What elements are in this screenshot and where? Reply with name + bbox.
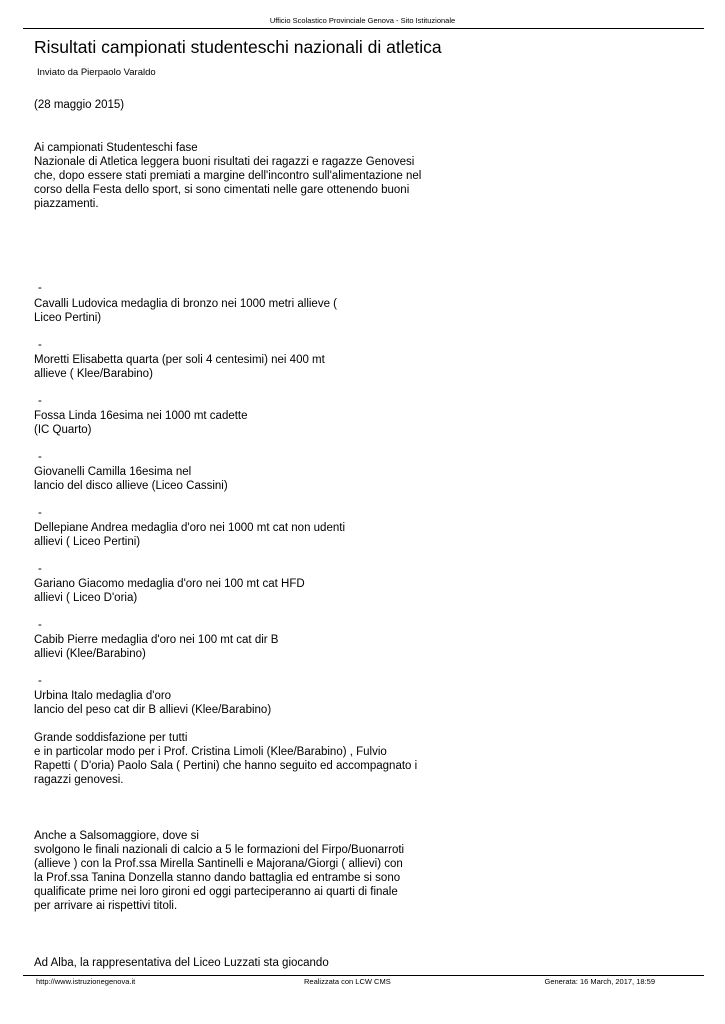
thanks-paragraph [34, 731, 417, 787]
text-line: Fossa Linda 16esima nei 1000 mt cadette [34, 410, 248, 422]
text-line: Ai campionati Studenteschi fase [34, 142, 198, 154]
alba-paragraph: Ad Alba, la rappresentativa del Liceo Luzzati sta giocando [34, 957, 329, 969]
list-item [34, 465, 228, 493]
text-line: Nazionale di Atletica leggera buoni risultati dei ragazzi e ragazze Genovesi [34, 156, 415, 168]
text-line: qualificate prime nei loro gironi ed oggi parteciperanno ai quarti di finale [34, 886, 398, 898]
text-line: Cabib Pierre medaglia d'oro nei 100 mt cat dir B [34, 634, 279, 646]
text-line: allievi ( Liceo D'oria) [34, 592, 138, 604]
list-item [34, 577, 305, 605]
list-bullet: - [38, 563, 42, 575]
intro-paragraph [34, 141, 421, 211]
article-date: (28 maggio 2015) [34, 99, 125, 111]
text-line: per arrivare ai rispettivi titoli. [34, 900, 178, 912]
list-bullet: - [38, 339, 42, 351]
list-bullet: - [38, 451, 42, 463]
salsomaggiore-paragraph [34, 829, 404, 913]
text-line: allievi (Klee/Barabino) [34, 648, 146, 660]
list-bullet: - [38, 675, 42, 687]
text-line: allievi ( Liceo Pertini) [34, 536, 141, 548]
text-line: Grande soddisfazione per tutti [34, 732, 188, 744]
footer-divider [23, 975, 704, 976]
text-line: che, dopo essere stati premiati a margine dell'incontro sull'alimentazione nel [34, 170, 422, 182]
text-line: svolgono le finali nazionali di calcio a 5 le formazioni del Firpo/Buonarroti [34, 844, 405, 856]
text-line: lancio del peso cat dir B allievi (Klee/Barabino) [34, 704, 272, 716]
page-title: Risultati campionati studenteschi nazionali di atletica [34, 37, 442, 57]
text-line: Liceo Pertini) [34, 312, 102, 324]
text-line: Giovanelli Camilla 16esima nel [34, 466, 192, 478]
text-line: Cavalli Ludovica medaglia di bronzo nei 1000 metri allieve ( [34, 298, 337, 310]
list-bullet: - [38, 282, 42, 294]
text-line: Anche a Salsomaggiore, dove si [34, 830, 199, 842]
list-bullet: - [38, 507, 42, 519]
list-bullet: - [38, 395, 42, 407]
list-item [34, 409, 248, 437]
text-line: ragazzi genovesi. [34, 774, 124, 786]
text-line: allieve ( Klee/Barabino) [34, 368, 153, 380]
footer-generated-date: Generata: 16 March, 2017, 18:59 [544, 977, 655, 986]
text-line: Dellepiane Andrea medaglia d'oro nei 1000 mt cat non udenti [34, 522, 345, 534]
text-line: Gariano Giacomo medaglia d'oro nei 100 mt cat HFD [34, 578, 305, 590]
text-line: Rapetti ( D'oria) Paolo Sala ( Pertini) che hanno seguito ed accompagnato i [34, 760, 418, 772]
text-line: lancio del disco allieve (Liceo Cassini) [34, 480, 228, 492]
text-line: Moretti Elisabetta quarta (per soli 4 centesimi) nei 400 mt [34, 354, 325, 366]
text-line: (IC Quarto) [34, 424, 92, 436]
byline: Inviato da Pierpaolo Varaldo [37, 67, 156, 78]
list-item [34, 633, 278, 661]
site-header: Ufficio Scolastico Provinciale Genova - Sito Istituzionale [269, 16, 456, 25]
list-bullet: - [38, 619, 42, 631]
text-line: la Prof.ssa Tanina Donzella stanno dando battaglia ed entrambe si sono [34, 872, 401, 884]
header-divider [23, 28, 704, 29]
footer-site-url[interactable]: http://www.istruzionegenova.it [36, 977, 136, 986]
text-line: e in particolar modo per i Prof. Cristina Limoli (Klee/Barabino) , Fulvio [34, 746, 387, 758]
list-item [34, 297, 337, 325]
text-line: piazzamenti. [34, 198, 99, 210]
text-line: Urbina Italo medaglia d'oro [34, 690, 172, 702]
list-item [34, 521, 345, 549]
list-item [34, 353, 325, 381]
footer-cms-credit: Realizzata con LCW CMS [304, 977, 391, 986]
text-line: corso della Festa dello sport, si sono cimentati nelle gare ottenendo buoni [34, 184, 410, 196]
text-line: (allieve ) con la Prof.ssa Mirella Santinelli e Majorana/Giorgi ( allievi) con [34, 858, 403, 870]
list-item [34, 689, 271, 717]
